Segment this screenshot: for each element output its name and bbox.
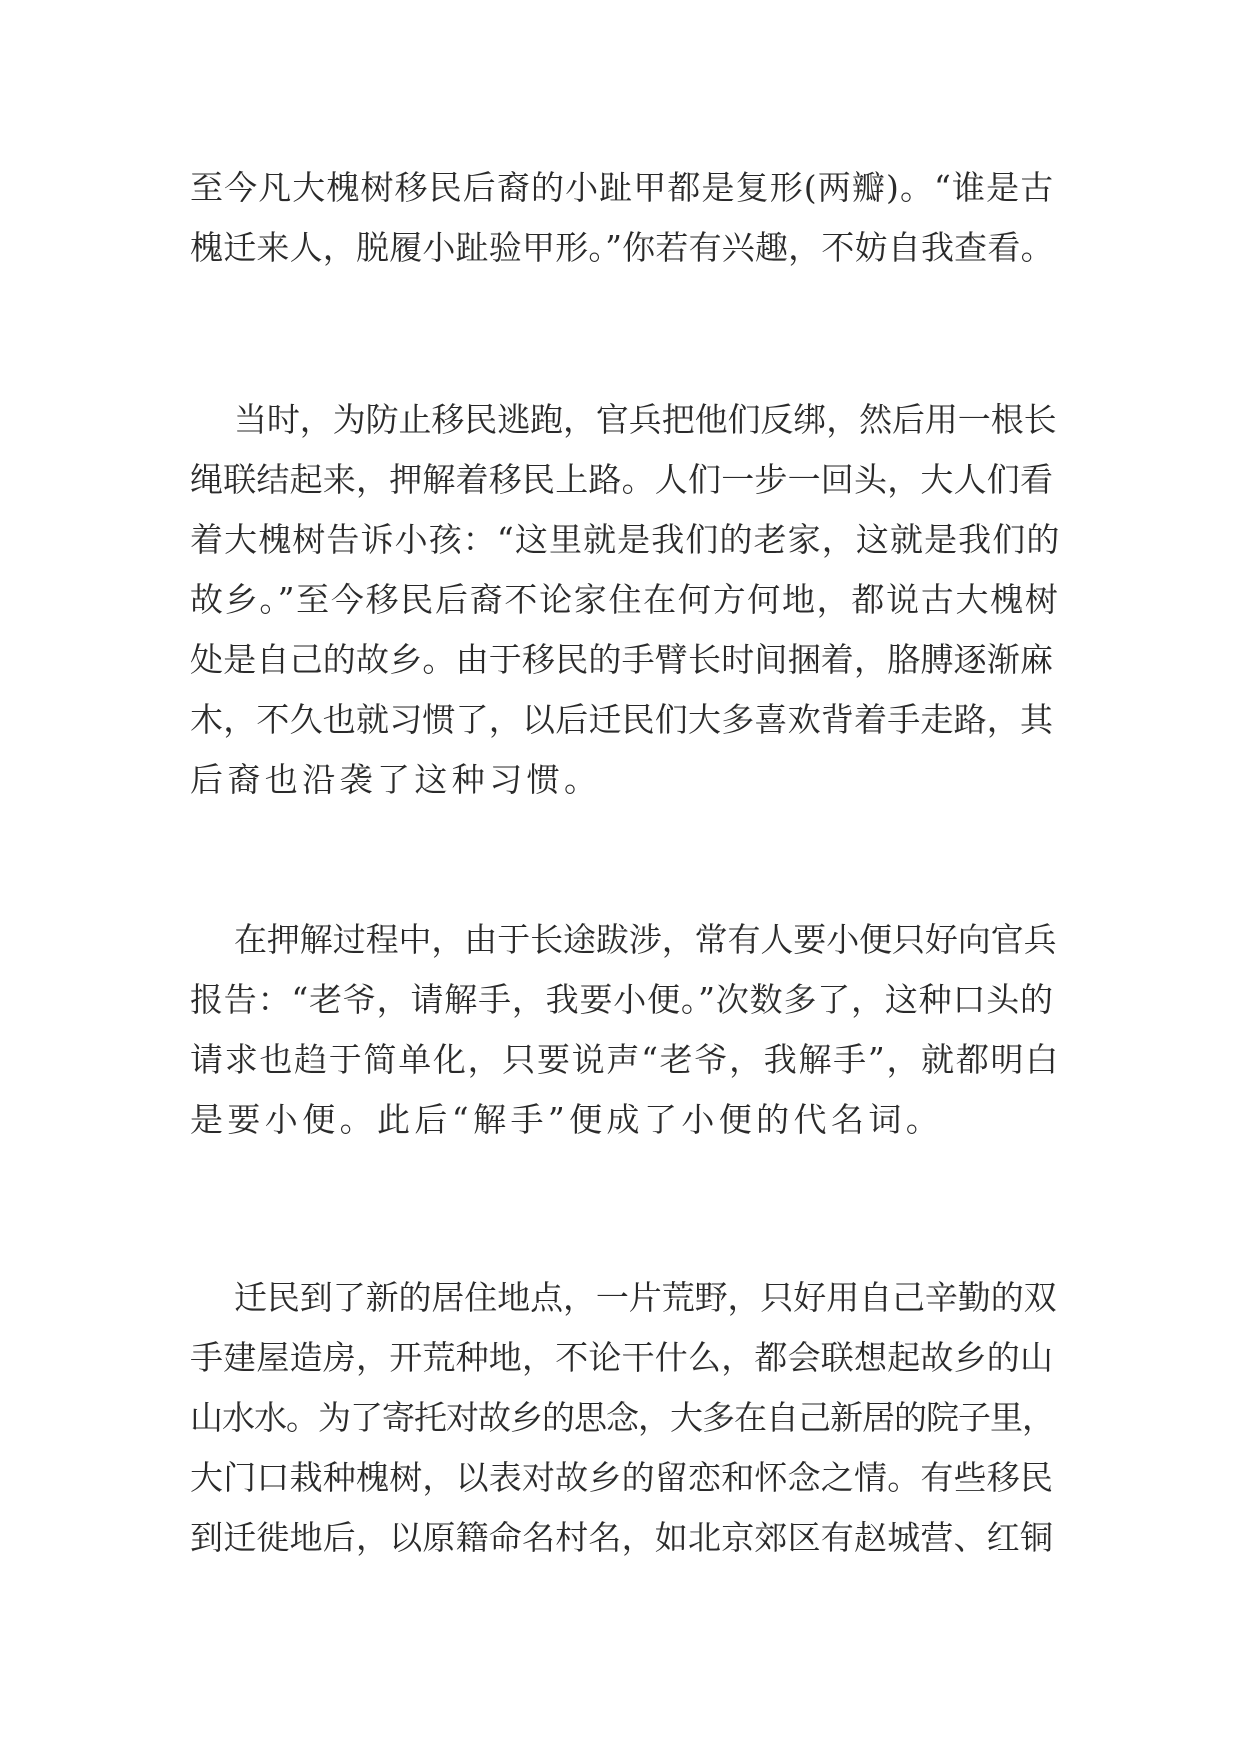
text-line: 至今凡大槐树移民后裔的小趾甲都是复形(两瓣)。“谁是古: [190, 168, 1055, 207]
text-line: 迁民到了新的居住地点，一片荒野，只好用自己辛勤的双: [234, 1278, 1057, 1317]
text-line: 绳联结起来，押解着移民上路。人们一步一回头，大人们看: [190, 460, 1054, 499]
text-line: 在押解过程中，由于长途跋涉，常有人要小便只好向官兵: [234, 920, 1057, 959]
text-line: 着大槐树告诉小孩：“这里就是我们的老家，这就是我们的: [190, 520, 1061, 559]
text-line: 到迁徙地后，以原籍命名村名，如北京郊区有赵城营、红铜: [190, 1518, 1054, 1557]
paragraph-1: [190, 158, 1060, 278]
paragraph-3: [190, 910, 1060, 1150]
text-line: 请求也趋于简单化，只要说声“老爷，我解手”，就都明白: [190, 1040, 1060, 1079]
text-line: 木，不久也就习惯了，以后迁民们大多喜欢背着手走路，其: [190, 700, 1054, 739]
text-line: 处是自己的故乡。由于移民的手臂长时间捆着，胳膊逐渐麻: [190, 640, 1054, 679]
text-line: 当时，为防止移民逃跑，官兵把他们反绑，然后用一根长: [234, 400, 1057, 439]
text-line: 故乡。”至今移民后裔不论家住在何方何地，都说古大槐树: [190, 580, 1060, 619]
text-line: 后裔也沿袭了这种习惯。: [190, 760, 602, 799]
text-line: 大门口栽种槐树，以表对故乡的留恋和怀念之情。有些移民: [190, 1458, 1054, 1497]
text-line: 槐迁来人，脱履小趾验甲形。”你若有兴趣，不妨自我查看。: [190, 228, 1054, 267]
paragraph-2: [190, 390, 1060, 810]
text-line: 手建屋造房，开荒种地，不论干什么，都会联想起故乡的山: [190, 1338, 1054, 1377]
text-line: 是要小便。此后“解手”便成了小便的代名词。: [190, 1100, 944, 1139]
text-line: 山水水。为了寄托对故乡的思念，大多在自己新居的院子里，: [190, 1398, 1054, 1437]
paragraph-4: [190, 1268, 1060, 1568]
text-line: 报告：“老爷，请解手，我要小便。”次数多了，这种口头的: [190, 980, 1054, 1019]
